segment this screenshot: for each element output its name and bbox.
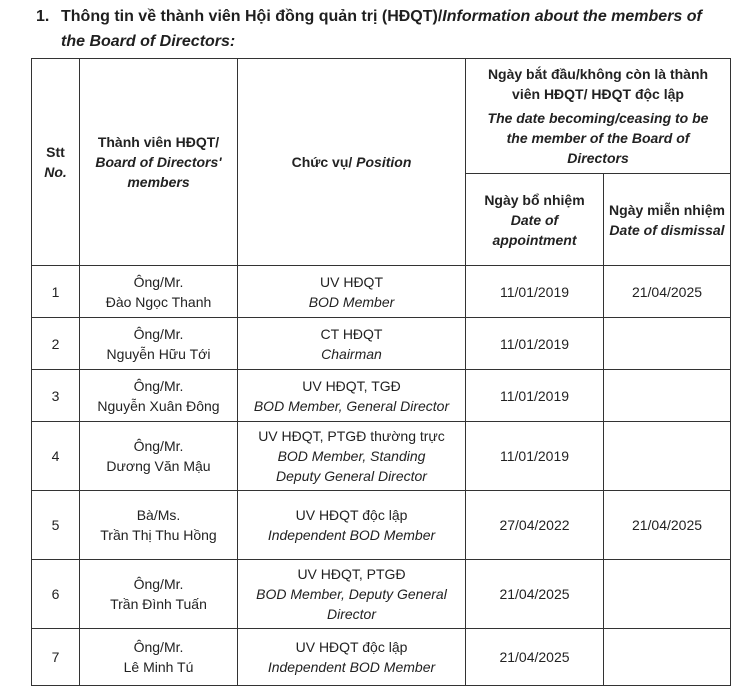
position-cell: UV HĐQT BOD Member: [238, 266, 466, 318]
row-number: 6: [32, 560, 80, 629]
table-row: [32, 370, 731, 422]
table-row: [32, 491, 731, 560]
member-cell: Ông/Mr. Dương Văn Mậu: [80, 422, 238, 491]
row-number: 7: [32, 629, 80, 686]
position-cell: UV HĐQT, PTGĐ BOD Member, Deputy General Director: [238, 560, 466, 629]
dismissal-date: 21/04/2025: [604, 266, 731, 318]
header-member: Thành viên HĐQT/ Board of Directors' members: [80, 59, 238, 266]
section-title-en-1: Information about the members of: [442, 8, 702, 25]
appointment-date: 11/01/2019: [466, 370, 604, 422]
member-cell: Ông/Mr. Lê Minh Tú: [80, 629, 238, 686]
appointment-date: 11/01/2019: [466, 266, 604, 318]
dismissal-date: [604, 370, 731, 422]
row-number: 3: [32, 370, 80, 422]
member-cell: Ông/Mr. Nguyễn Xuân Đông: [80, 370, 238, 422]
header-date-group: Ngày bắt đầu/không còn là thành viên HĐQT/ HĐQT độc lập The date becoming/ceasing to be the member of the Board of Directors: [466, 59, 731, 174]
dismissal-date: [604, 629, 731, 686]
table-row: [32, 318, 731, 370]
member-cell: Bà/Ms. Trần Thị Thu Hồng: [80, 491, 238, 560]
position-cell: UV HĐQT, TGĐ BOD Member, General Director: [238, 370, 466, 422]
section-title-vi: Thông tin về thành viên Hội đồng quản trị (HĐQT)/: [61, 8, 443, 25]
dismissal-date: [604, 422, 731, 491]
dismissal-date: [604, 560, 731, 629]
member-cell: Ông/Mr. Đào Ngọc Thanh: [80, 266, 238, 318]
table-row: [32, 629, 731, 686]
position-cell: UV HĐQT độc lập Independent BOD Member: [238, 491, 466, 560]
member-cell: Ông/Mr. Trần Đình Tuấn: [80, 560, 238, 629]
table-row: [32, 560, 731, 629]
position-cell: UV HĐQT độc lập Independent BOD Member: [238, 629, 466, 686]
section-number: 1.: [36, 8, 50, 25]
row-number: 1: [32, 266, 80, 318]
header-stt: Stt No.: [32, 59, 80, 266]
dismissal-date: 21/04/2025: [604, 491, 731, 560]
row-number: 5: [32, 491, 80, 560]
header-position: Chức vụ/ Position: [238, 59, 466, 266]
header-appointment: Ngày bổ nhiệm Date of appointment: [466, 174, 604, 266]
board-members-table: [31, 58, 731, 686]
appointment-date: 11/01/2019: [466, 318, 604, 370]
position-cell: CT HĐQT Chairman: [238, 318, 466, 370]
member-cell: Ông/Mr. Nguyễn Hữu Tới: [80, 318, 238, 370]
header-dismissal: Ngày miễn nhiệm Date of dismissal: [604, 174, 731, 266]
table-row: [32, 266, 731, 318]
row-number: 4: [32, 422, 80, 491]
section-title: [36, 4, 736, 29]
section-title-en-2: the Board of Directors:: [61, 33, 236, 50]
row-number: 2: [32, 318, 80, 370]
dismissal-date: [604, 318, 731, 370]
appointment-date: 21/04/2025: [466, 629, 604, 686]
table-row: [32, 422, 731, 491]
section-heading: [36, 4, 736, 54]
appointment-date: 11/01/2019: [466, 422, 604, 491]
appointment-date: 27/04/2022: [466, 491, 604, 560]
appointment-date: 21/04/2025: [466, 560, 604, 629]
position-cell: UV HĐQT, PTGĐ thường trực BOD Member, Standing Deputy General Director: [238, 422, 466, 491]
